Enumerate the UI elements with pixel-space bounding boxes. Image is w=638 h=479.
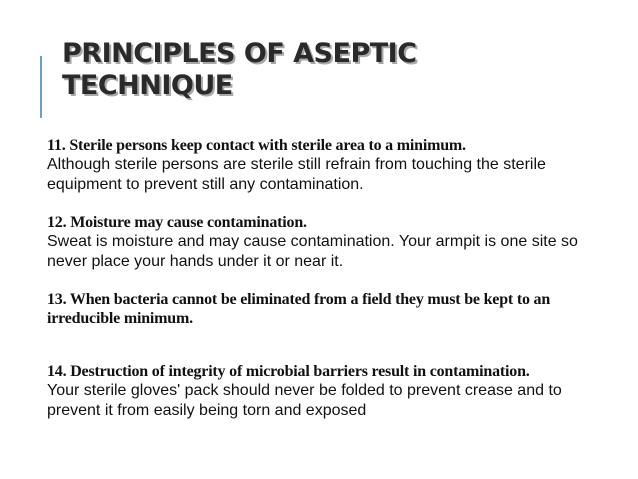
principle-13 xyxy=(47,290,607,328)
principle-body: Sweat is moisture and may cause contamination. Your armpit is one site so never place your hands under it or near it. xyxy=(47,233,578,270)
principle-14 xyxy=(47,362,607,420)
principle-body: Your sterile gloves' pack should never be folded to prevent crease and to prevent it from easily being torn and exposed xyxy=(47,382,562,419)
slide-title: PRINCIPLES OF ASEPTIC TECHNIQUE xyxy=(62,38,417,101)
title-accent-bar xyxy=(40,56,42,118)
principle-11 xyxy=(47,136,607,194)
principle-heading: 11. Sterile persons keep contact with sterile area to a minimum. xyxy=(47,137,466,154)
principle-12 xyxy=(47,213,607,271)
principle-heading: 13. When bacteria cannot be eliminated from a field they must be kept to an irreducible minimum. xyxy=(47,291,551,327)
principle-body: Although sterile persons are sterile still refrain from touching the sterile equipment to prevent still any contamination. xyxy=(47,156,546,193)
principle-heading: 12. Moisture may cause contamination. xyxy=(47,214,307,231)
principle-heading: 14. Destruction of integrity of microbial barriers result in contamination. xyxy=(47,363,530,380)
slide-content xyxy=(47,136,607,420)
